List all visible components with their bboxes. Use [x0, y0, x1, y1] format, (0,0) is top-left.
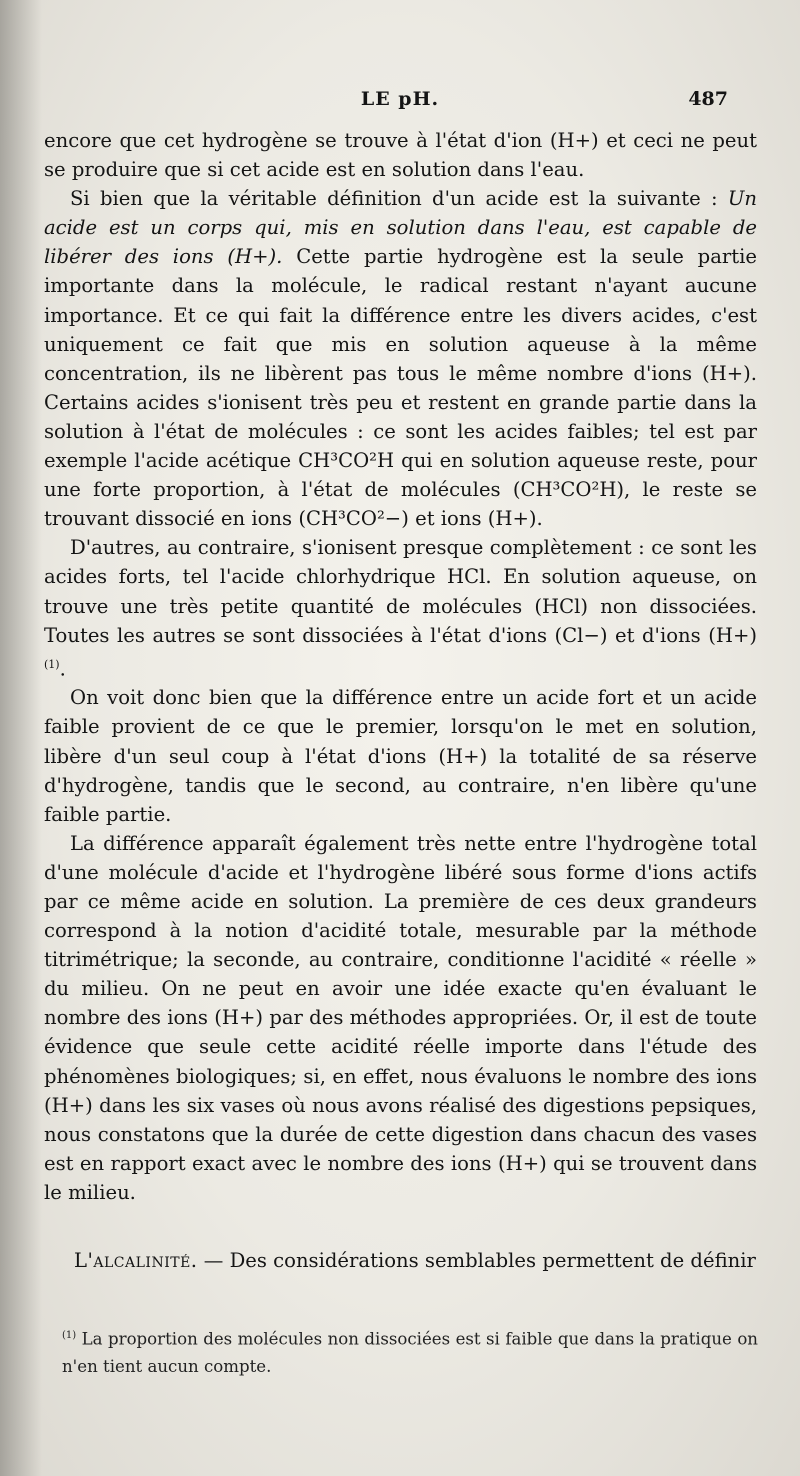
paragraph-2 — [44, 184, 757, 533]
paragraph-text: On voit donc bien que la différence entre un acide fort et un acide faible provient de ce que le premier, lorsqu'on le met en solution, libère d'un seul coup à l'état d'ions (H+) la totalité de sa réserve d'hydrogène, tandis que le second, au contraire, n'en libère qu'une faible partie. — [44, 686, 757, 826]
footnote-reference: (1) — [44, 657, 60, 671]
paragraph-5 — [44, 829, 757, 1207]
page-number: 487 — [688, 88, 728, 110]
paragraph-text: encore que cet hydrogène se trouve à l'état d'ion (H+) et ceci ne peut se produire que si cet acide est en solution dans l'eau. — [44, 129, 757, 182]
paragraph-text: D'autres, au contraire, s'ionisent presque complètement : ce sont les acides forts, tel l'acide chlorhydrique HCl. En solution aqueuse, on trouve une très petite quantité de molécules (HCl) non dissociées. Toutes les autres se sont dissociées à l'état d'ions (Cl−) et d'ions (H+) — [44, 536, 757, 647]
section-text: — Des considérations semblables permettent de définir — [197, 1249, 756, 1272]
paragraph-1 — [44, 126, 757, 184]
running-title: LE pH. — [360, 88, 440, 110]
footnote — [62, 1322, 758, 1380]
paragraph-text: Cette partie hydrogène est la seule partie importante dans la molécule, le radical restant n'ayant aucune importance. Et ce qui fait la différence entre les divers acides, c'est uniquement ce fait que mis en solution aqueuse à la même concentration, ils ne libèrent pas tous le même nombre d'ions (H+). Certains acides s'ionisent très peu et restent en grande partie dans la solution à l'état de molécules : ce sont les acides faibles; tel est par exemple l'acide acétique CH³CO²H qui en solution aqueuse reste, pour une forte proportion, à l'état de molécules (CH³CO²H), le reste se trouvant dissocié en ions (CH³CO²−) et ions (H+). — [44, 245, 757, 531]
paragraph-text: . — [59, 657, 66, 681]
paragraph-4 — [44, 683, 757, 828]
section-heading: L'alcalinité. — [74, 1249, 198, 1272]
paragraph-text: Si bien que la véritable définition d'un acide est la suivante : — [70, 187, 728, 211]
definition-text: Un acide est un corps qui, mis en solution dans l'eau, est capable de libérer des ions (H+). — [44, 187, 757, 269]
section-start — [74, 1246, 758, 1275]
paragraph-text: La différence apparaît également très nette entre l'hydrogène total d'une molécule d'acide et l'hydrogène libéré sous forme d'ions actifs par ce même acide en solution. La première de ces deux grandeurs correspond à la notion d'acidité totale, mesurable par la méthode titrimétrique; la seconde, au contraire, conditionne l'acidité « réelle » du milieu. On ne peut en avoir une idée exacte qu'en évaluant le nombre des ions (H+) par des méthodes appropriées. Or, il est de toute évidence que seule cette acidité réelle importe dans l'étude des phénomènes biologiques; si, en effet, nous évaluons le nombre des ions (H+) dans les six vases où nous avons réalisé des digestions pepsiques, nous constatons que la durée de cette digestion dans chacun des vases est en rapport exact avec le nombre des ions (H+) qui se trouvent dans le milieu. — [44, 831, 757, 1204]
footnote-text: La proportion des molécules non dissociées est si faible que dans la pratique on n'en tient aucun compte. — [62, 1329, 758, 1376]
page-header — [0, 88, 800, 116]
footnote-marker: (1) — [62, 1330, 77, 1341]
paragraph-3 — [44, 533, 757, 683]
body-text — [44, 126, 757, 1207]
